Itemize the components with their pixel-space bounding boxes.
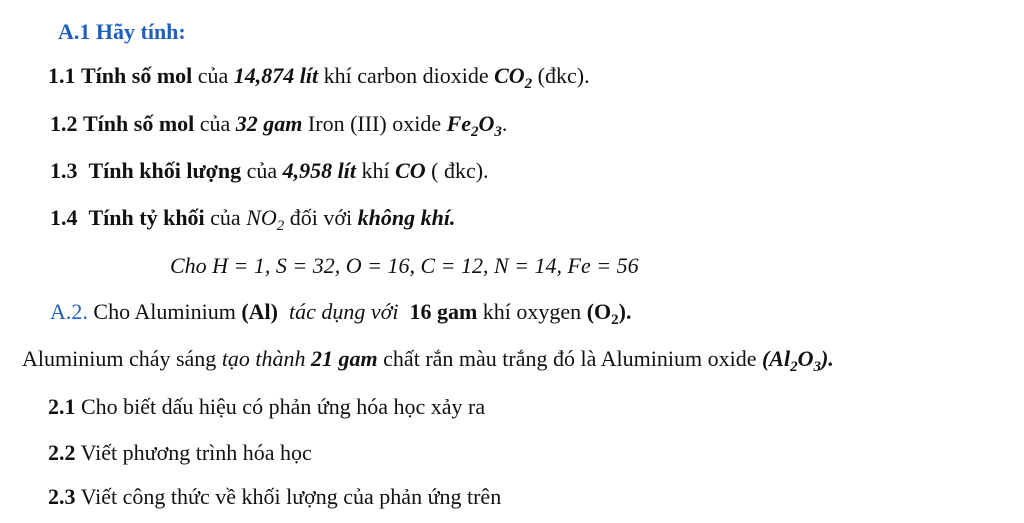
question-2-1: 2.1 Cho biết dấu hiệu có phản ứng hóa học xảy ra — [48, 394, 486, 419]
chemical-formula: $(Al_2O_3)$. — [761, 346, 834, 375]
question-verb: Tính tỷ khối — [88, 205, 205, 230]
question-1-4: 1.4 Tính tỷ khối của $NO_2$ đối với không khí. — [50, 205, 456, 234]
reference-gas: không khí. — [357, 205, 456, 230]
question-number: 1.1 — [48, 63, 76, 88]
question-1-1: 1.1 Tính số mol của 14,874 lít khí carbon dioxide $CO_2$ (đkc). — [48, 63, 590, 92]
question-2-3: 2.3 Viết công thức về khối lượng của phản ứng trên — [48, 484, 502, 509]
chemical-formula: $NO_2$ — [246, 205, 285, 234]
given-value: 21 gam — [311, 346, 378, 371]
question-number: 1.4 — [50, 205, 78, 230]
section-a2-line-2: Aluminium cháy sáng tạo thành 21 gam chất rắn màu trắng đó là Aluminium oxide $(Al_2O_3)$. — [22, 346, 834, 375]
question-number: 2.3 — [48, 484, 76, 509]
atomic-masses-given: Cho H = 1, S = 32, O = 16, C = 12, N = 14, Fe = 56 — [170, 253, 639, 278]
question-1-3: 1.3 Tính khối lượng của 4,958 lít khí CO ( đkc). — [50, 158, 489, 183]
chemical-formula: $(O_2)$. — [586, 299, 632, 328]
given-value: 4,958 lít — [282, 158, 356, 183]
given-value: 14,874 lít — [233, 63, 319, 88]
question-verb: Tính số mol — [83, 111, 195, 136]
section-a2-label: A.2. — [50, 299, 88, 324]
chemical-formula: $CO_2$ — [494, 63, 533, 92]
section-a1-title: A.1 Hãy tính: — [58, 19, 186, 44]
chemical-formula: $Fe_2O_3$ — [446, 111, 502, 140]
chemical-formula: CO — [395, 158, 426, 183]
chemical-symbol: (Al) — [241, 299, 278, 324]
question-number: 2.2 — [48, 440, 76, 465]
question-number: 1.3 — [50, 158, 78, 183]
question-number: 1.2 — [50, 111, 78, 136]
question-1-2: 1.2 Tính số mol của 32 gam Iron (III) oxide $Fe_2O_3$. — [50, 111, 508, 140]
given-value: 32 gam — [235, 111, 303, 136]
question-verb: Tính khối lượng — [88, 158, 242, 183]
given-value: 16 gam — [409, 299, 478, 324]
question-verb: Tính số mol — [81, 63, 193, 88]
section-a2-line-1: A.2. Cho Aluminium (Al) tác dụng với 16 gam khí oxygen $(O_2)$. — [50, 299, 632, 328]
question-number: 2.1 — [48, 394, 76, 419]
question-2-2: 2.2 Viết phương trình hóa học — [48, 440, 312, 465]
